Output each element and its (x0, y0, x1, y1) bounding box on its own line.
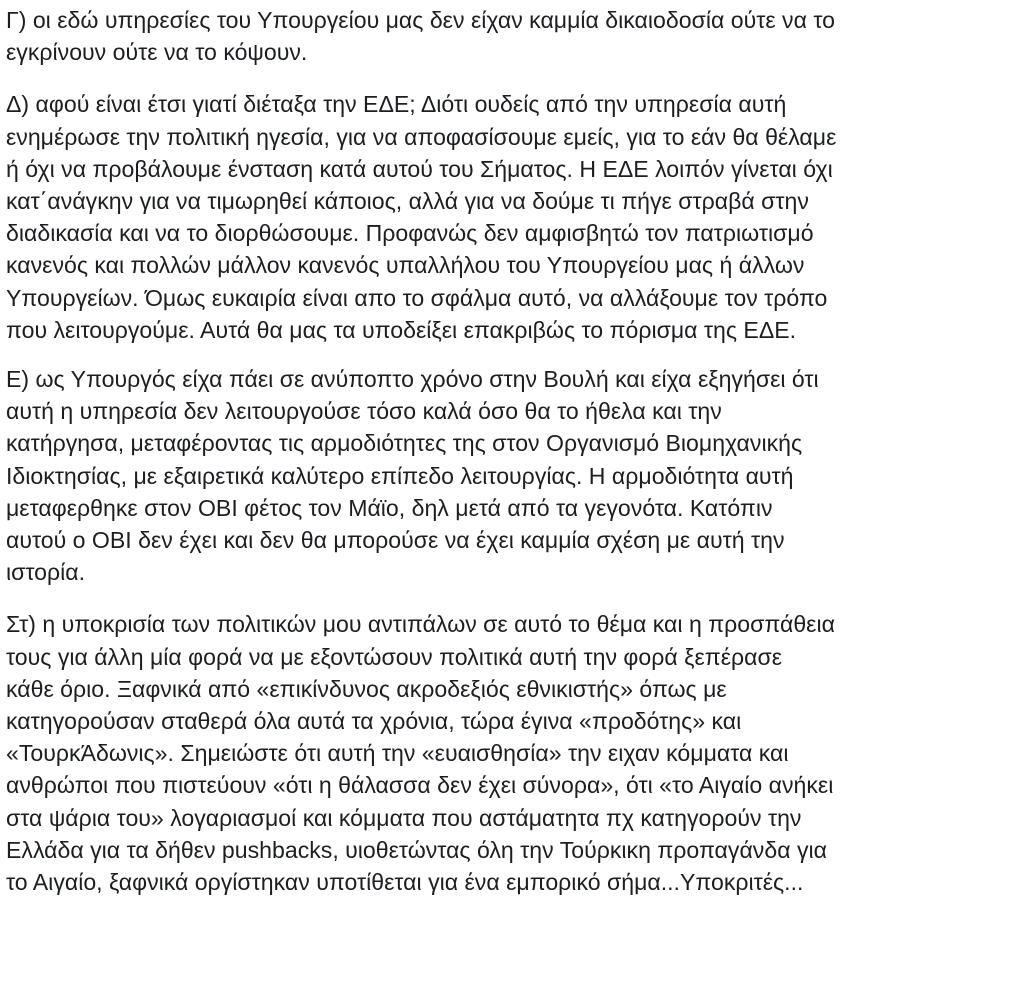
text-line: στα ψάρια του» λογαριασμοί και κόμματα που αστάματητα πχ κατηγορούν την (6, 804, 802, 831)
text-line: ή όχι να προβάλουμε ένσταση κατά αυτού του Σήματος. Η ΕΔΕ λοιπόν γίνεται όχι (6, 155, 833, 182)
text-line: αυτή η υπηρεσία δεν λειτουργούσε τόσο καλά όσο θα το ήθελα και την (6, 398, 722, 425)
text-line: κανενός και πολλών μάλλον κανενός υπαλλήλου του Υπουργείου μας ή άλλων (6, 252, 805, 279)
text-line: «ΤουρκΆδωνις». Σημειώστε ότι αυτή την «ευαισθησία» την ειχαν κόμματα και (6, 740, 789, 767)
text-line: διαδικασία και να το διορθώσουμε. Προφανώς δεν αμφισβητώ τον πατριωτισμό (6, 220, 814, 247)
text-line: ενημέρωσε την πολιτική ηγεσία, για να αποφασίσουμε εμείς, για το εάν θα θέλαμε (6, 123, 837, 150)
text-line: μεταφερθηκε στον ΟΒΙ φέτος τον Μάϊο, δηλ μετά από τα γεγονότα. Κατόπιν (6, 494, 773, 521)
text-line: ιστορία. (6, 559, 86, 586)
text-line: αυτού ο ΟΒΙ δεν έχει και δεν θα μπορούσε να έχει καμμία σχέση με αυτή την (6, 527, 785, 554)
text-line: Ε) ως Υπουργός είχα πάει σε ανύποπτο χρόνο στην Βουλή και είχα εξηγήσει ότι (6, 366, 819, 393)
text-line: Ελλάδα για τα δήθεν pushbacks, υιοθετώντας όλη την Τούρκικη προπαγάνδα για (6, 836, 827, 863)
paragraph-g (6, 4, 1020, 68)
paragraph-e (6, 363, 1020, 588)
text-line: κατηγορούσαν σταθερά όλα αυτά τα χρόνια, τώρα έγινα «προδότης» και (6, 708, 742, 735)
text-line: Στ) η υποκρισία των πολιτικών μου αντιπάλων σε αυτό το θέμα και η προσπάθεια (6, 611, 835, 638)
paragraph-st (6, 608, 1020, 898)
paragraph-d (6, 88, 1020, 346)
text-line: κατ΄ανάγκην για να τιμωρηθεί κάποιος, αλλά για να δούμε τι πήγε στραβά στην (6, 188, 809, 215)
text-line: ανθρώποι που πιστεύουν «ότι η θάλασσα δεν έχει σύνορα», ότι «το Αιγαίο ανήκει (6, 772, 834, 799)
text-line: κάθε όριο. Ξαφνικά από «επικίνδυνος ακροδεξιός εθνικιστής» όπως με (6, 675, 727, 702)
text-line: εγκρίνουν ούτε να το κόψουν. (6, 39, 308, 66)
text-line: τους για άλλη μία φορά να με εξοντώσουν πολιτικά αυτή την φορά ξεπέρασε (6, 643, 783, 670)
text-line: Υπουργείων. Όμως ευκαιρία είναι απο το σφάλμα αυτό, να αλλάξουμε τον τρόπο (6, 284, 828, 311)
text-line: Δ) αφού είναι έτσι γιατί διέταξα την ΕΔΕ; Διότι ουδείς από την υπηρεσία αυτή (6, 91, 787, 118)
text-line: που λειτουργούμε. Αυτά θα μας τα υποδείξει επακριβώς το πόρισμα της ΕΔΕ. (6, 316, 797, 343)
text-line: κατήργησα, μεταφέροντας τις αρμοδιότητες της στον Οργανισμό Βιομηχανικής (6, 430, 803, 457)
post-text-body (6, 0, 1020, 898)
text-line: Γ) οι εδώ υπηρεσίες του Υπουργείου μας δεν είχαν καμμία δικαιοδοσία ούτε να το (6, 7, 835, 33)
text-line: το Αιγαίο, ξαφνικά οργίστηκαν υποτίθεται για ένα εμπορικό σήμα...Υποκριτές... (6, 869, 804, 896)
text-line: Ιδιοκτησίας, με εξαιρετικά καλύτερο επίπεδο λειτουργίας. Η αρμοδιότητα αυτή (6, 462, 794, 489)
